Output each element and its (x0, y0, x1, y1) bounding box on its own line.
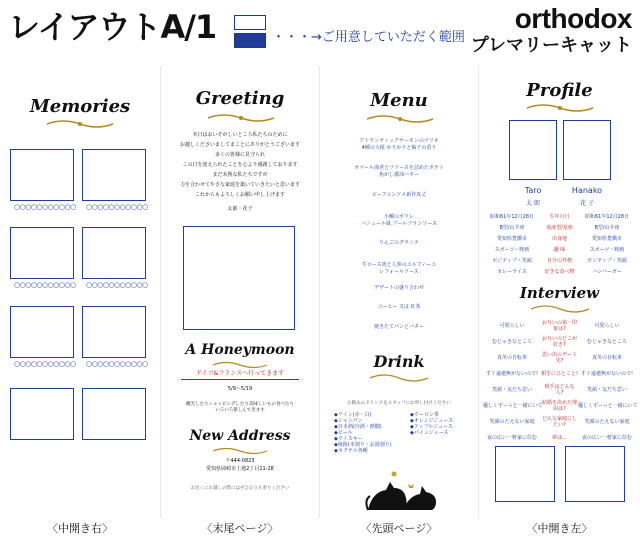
greeting-line: この日を迎えられたことを心より感謝しております (182, 162, 298, 168)
interview-bride-answer: 笑顔のたえない家庭 (584, 419, 630, 425)
drink-item: ◆シャンパン (334, 418, 363, 424)
interview-row (483, 430, 636, 446)
interview-bride-answer: 可愛らしい (594, 323, 620, 329)
profile-row (483, 247, 636, 258)
interview-row (483, 414, 636, 430)
greeting-line: お越しくださいましてまことにありがとうございます (179, 142, 300, 148)
photo-frame (82, 388, 146, 440)
panel-first-page (320, 66, 478, 518)
interview-bride-answer: むじゃきなところ (586, 339, 627, 345)
profile-bride-value: 昭和61年12月28日 (584, 214, 630, 220)
flourish-icon (365, 111, 435, 125)
address-text: 愛知県岡崎市上地2丁目11-28 (206, 466, 274, 472)
interview-bride-answer: 笑顔・友だち思い (586, 387, 627, 393)
honeymoon-title: A Honeymoon (185, 342, 295, 358)
profile-label: 好きな食べ物 (544, 269, 575, 275)
bride-name-ja: 花 子 (580, 200, 594, 207)
menu-line: 焦がし醤油バター (378, 172, 419, 178)
photo-frame (10, 149, 74, 201)
interview-question: 夢は… (551, 435, 567, 441)
interview-bride-answer: 優しくずーっと一緒にいて (578, 403, 638, 409)
drink-note: お飲みのドリンクをスタッフにお申し付けください (347, 401, 451, 406)
profile-label: 血液型/星座 (546, 225, 573, 231)
interview-row (483, 366, 636, 382)
flourish-icon (211, 359, 269, 369)
drink-item: ◆アップルジュース (410, 424, 453, 430)
caption-dots: ○○○○○○○○○○○ (86, 281, 148, 289)
divider (181, 379, 299, 380)
greeting-signature: 太郎・花子 (227, 206, 253, 212)
caption-inner-right: 〈中開き右〉 (47, 522, 113, 535)
interview-groom-answer: 夜の広い一軒家に住む (486, 435, 537, 441)
drink-item: ◆ウーロン茶 (410, 412, 439, 418)
profile-label: 出身地 (551, 236, 567, 242)
menu-line: レフォールソース (379, 269, 419, 275)
interview-question: 相手はどんな人? (544, 384, 575, 396)
interview-groom-answer: 真冬の自転車 (496, 355, 527, 361)
menu-line: 焼きたてパンとバター (373, 324, 424, 330)
interview-bride-answer: すぐ遠慮無がないので! (580, 371, 633, 377)
drink-item: ◆パインジュース (410, 430, 449, 436)
profile-groom-value: 昭和61年12月28日 (489, 214, 535, 220)
honeymoon-destination: ドイツ&フランスへ行ってきます (195, 370, 285, 377)
interview-question: 思い出のデート先? (541, 352, 577, 364)
menu-line: バニュール風 ブールブランソース (361, 221, 437, 227)
groom-name-ja: 太 郎 (526, 200, 540, 207)
menu-line: コーヒー 又は 紅茶 (377, 304, 421, 310)
interview-question: どんな家庭にしたい? (541, 416, 577, 428)
greeting-line: これからもよろしくお願い申し上げます (194, 192, 285, 198)
greeting-line: 多くの皆様に見守られ (214, 152, 265, 158)
drink-list-left (334, 412, 404, 454)
drink-item: ◆ワイン(赤・白) (334, 412, 372, 418)
profile-groom-value: B型/山羊座 (499, 225, 525, 231)
profile-bride-value: 愛知県豊橋市 (591, 236, 622, 242)
flourish-icon (211, 445, 269, 455)
profile-row (483, 258, 636, 269)
caption-dots: ○○○○○○○○○○○ (14, 360, 76, 368)
greeting-line: まだ未熟な私たちですが (212, 172, 268, 178)
drink-item: ◆ビール (334, 430, 353, 436)
brand-name: orthodox (514, 3, 632, 34)
menu-line: アトランティックサーモンのマリネ (359, 138, 439, 144)
profile-label: 趣 味 (553, 247, 566, 253)
interview-groom-answer: むじゃきなところ (491, 339, 532, 345)
greeting-line: 本日はおいそがしいところ私たちのために (192, 132, 288, 138)
profile-title: Profile (526, 80, 593, 101)
groom-name-en: Taro (524, 186, 542, 195)
caption-first-page: 〈先頭ページ〉 (360, 522, 438, 535)
profile-row (483, 225, 636, 236)
profile-row (483, 236, 636, 247)
photo-frame (10, 388, 74, 440)
interview-table (483, 318, 636, 446)
profile-table (483, 214, 636, 280)
honeymoon-date: 5/9〜5/19 (227, 386, 253, 392)
page-heading: レイアウトA/1 (8, 8, 217, 46)
greeting-line: 力を合わせてやさな家庭を築いていきたいと思います (179, 182, 300, 188)
panel-inner-right (0, 66, 160, 518)
memories-title: Memories (29, 96, 131, 117)
flourish-icon (525, 100, 595, 114)
caption-dots: ○○○○○○○○○○○ (14, 281, 76, 289)
flourish-icon (529, 302, 591, 314)
interview-groom-answer: 笑顔・友だち思い (491, 387, 532, 393)
interview-row (483, 382, 636, 398)
address-footer: お近くにお越しの際にはぜひお立ち寄りください (190, 486, 290, 491)
profile-bride-value: B型/山羊座 (594, 225, 620, 231)
honeymoon-note: 観光したりショッピングしたり美味しいもの食べたり (186, 402, 294, 407)
interview-bride-answer: 真冬の自転車 (591, 355, 622, 361)
photo-frame (82, 149, 146, 201)
profile-bride-value: ポジティブ・笑顔 (587, 258, 627, 264)
drink-item: ◆ウイスキー (334, 436, 363, 442)
cats-illustration-icon (364, 470, 442, 512)
profile-groom-value: ポジティブ・笑顔 (492, 258, 532, 264)
panel-inner-left (479, 66, 640, 518)
menu-line: 4種の大根 かりかりと柚子の香り (361, 145, 437, 151)
interview-row (483, 318, 636, 334)
interview-groom-answer: 可愛らしい (499, 323, 525, 329)
profile-row (483, 269, 636, 280)
interview-row (483, 398, 636, 414)
flourish-icon (45, 116, 115, 130)
drink-item: ◆焼酎(本割り・お湯割り) (334, 442, 392, 448)
photo-frame (82, 227, 146, 279)
menu-line: 小鯛のポワレ (383, 214, 414, 220)
profile-groom-value: スポーツ・映画 (494, 247, 530, 253)
profile-bride-value: ハンバーガー (592, 269, 622, 275)
interview-groom-answer: 優しくずーっと一緒にいて (483, 403, 543, 409)
photo-frame (10, 227, 74, 279)
brand-block (471, 4, 632, 56)
drink-title: Drink (373, 352, 425, 371)
profile-label: 自分の性格 (546, 258, 572, 264)
menu-title: Menu (370, 90, 428, 111)
profile-label: 生年月日 (549, 214, 570, 220)
greeting-title: Greeting (195, 88, 285, 109)
brand-subtitle: プレマリーキャット (470, 35, 632, 55)
panel-last-page (161, 66, 319, 518)
interview-groom-answer: すぐ遠慮無がないので! (485, 371, 538, 377)
bride-photo-frame (563, 120, 611, 180)
photo-frame (82, 306, 146, 358)
drink-item: ◆オレンジジュース (410, 418, 454, 424)
photo-frame (565, 446, 625, 502)
profile-bride-value: スポーツ・映画 (589, 247, 625, 253)
legend-text: ・・・→ご用意していただく範囲 (272, 30, 465, 45)
interview-question: 相手にひとこと! (541, 371, 579, 377)
drink-list-right (410, 412, 476, 436)
menu-line: オマール海老とリソースを詰めたポテト (354, 165, 444, 171)
interview-bride-answer: 夜の広い一軒家に住む (581, 435, 632, 441)
interview-question: お互いの第一印象は? (541, 320, 577, 332)
profile-groom-value: 愛知県豊橋市 (496, 236, 527, 242)
menu-line: デザートの盛り合わせ (373, 285, 424, 291)
interview-title: Interview (519, 284, 600, 302)
flourish-icon (206, 110, 276, 124)
flourish-icon (368, 371, 430, 383)
profile-row (483, 214, 636, 225)
caption-dots: ○○○○○○○○○○○ (86, 360, 148, 368)
interview-question: 結婚を決めた理由は? (541, 400, 577, 412)
caption-dots: ○○○○○○○○○○○ (14, 203, 76, 211)
photo-frame (183, 226, 295, 330)
postal-code: 〒444-0823 (225, 458, 255, 464)
menu-line: ビーフコンソメ新作真丈 (371, 192, 427, 198)
drink-item: ◆日本酒(冷酒・熱燗) (334, 424, 382, 430)
legend-swatch-white (234, 15, 266, 30)
drink-item: ◆カクテル各種 (334, 448, 368, 454)
menu-line: 牛ロース肉と人参のエルフィーユ (361, 262, 437, 268)
honeymoon-note: いろいろ楽しんできます (215, 408, 265, 413)
caption-last-page: 〈末尾ページ〉 (201, 522, 279, 535)
groom-photo-frame (509, 120, 557, 180)
caption-dots: ○○○○○○○○○○○ (86, 203, 148, 211)
photo-frame (495, 446, 555, 502)
interview-question: お互いのどこが好き? (541, 336, 577, 348)
caption-inner-left: 〈中開き左〉 (526, 522, 593, 535)
bride-name-en: Hanako (571, 186, 603, 195)
profile-groom-value: カレーライス (497, 269, 527, 275)
interview-row (483, 334, 636, 350)
legend-swatch-blue (234, 33, 266, 48)
interview-groom-answer: 笑顔のたえない家庭 (489, 419, 535, 425)
menu-line: りんごのグラニテ (378, 240, 419, 246)
interview-row (483, 350, 636, 366)
photo-frame (10, 306, 74, 358)
address-title: New Address (189, 428, 291, 444)
